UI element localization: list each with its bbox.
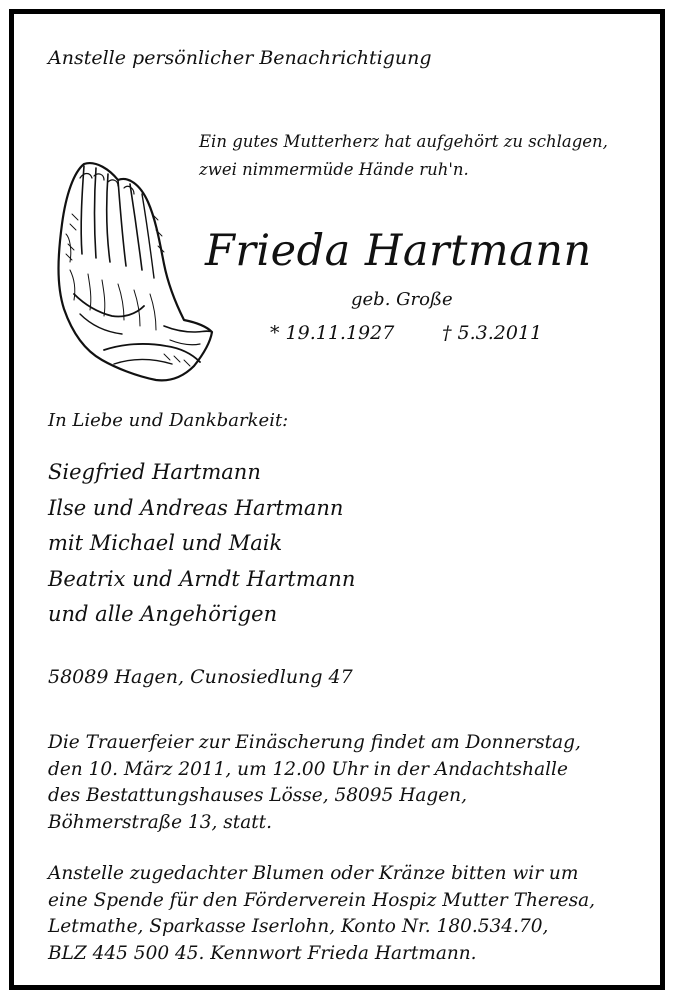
donation-line: Anstelle zugedachter Blumen oder Kränze bitten wir um — [48, 863, 579, 884]
mourner-name: Beatrix und Arndt Hartmann — [48, 566, 356, 591]
ceremony-line: Böhmerstraße 13, statt. — [48, 811, 272, 833]
verse-line: Ein gutes Mutterherz hat aufgehört zu schlagen, — [199, 132, 608, 151]
verse-line: zwei nimmermüde Hände ruh'n. — [199, 160, 469, 179]
mourner-name: mit Michael und Maik — [48, 531, 283, 555]
maiden-name: geb. Große — [351, 289, 453, 310]
mourner-name: Ilse und Andreas Hartmann — [48, 495, 344, 520]
ceremony-line: den 10. März 2011, um 12.00 Uhr in der Andachtshalle — [48, 758, 568, 780]
ceremony-info — [48, 730, 581, 836]
deceased-name: Frieda Hartmann — [205, 226, 592, 276]
mourner-name: Siegfried Hartmann — [48, 460, 261, 484]
praying-hands-icon — [44, 154, 214, 386]
ceremony-line: des Bestattungshauses Lösse, 58095 Hagen, — [48, 785, 467, 807]
donation-line: Letmathe, Sparkasse Iserlohn, Konto Nr. 180.534.70, — [48, 916, 549, 938]
obituary-notice — [9, 9, 665, 990]
mourners-list — [48, 455, 355, 633]
death-date: † 5.3.2011 — [442, 322, 543, 344]
dedication-line: In Liebe und Dankbarkeit: — [48, 410, 289, 431]
ceremony-line: Die Trauerfeier zur Einäscherung findet am Donnerstag, — [48, 732, 581, 753]
mourner-name: und alle Angehörigen — [48, 602, 278, 626]
donation-line: eine Spende für den Förderverein Hospiz Mutter Theresa, — [48, 889, 596, 911]
donation-line: BLZ 445 500 45. Kennwort Frieda Hartmann. — [48, 942, 477, 964]
donation-info — [48, 861, 595, 967]
family-address: 58089 Hagen, Cunosiedlung 47 — [48, 666, 353, 688]
memorial-verse — [199, 128, 608, 184]
birth-date: * 19.11.1927 — [270, 322, 395, 344]
notification-header: Anstelle persönlicher Benachrichtigung — [48, 47, 432, 69]
